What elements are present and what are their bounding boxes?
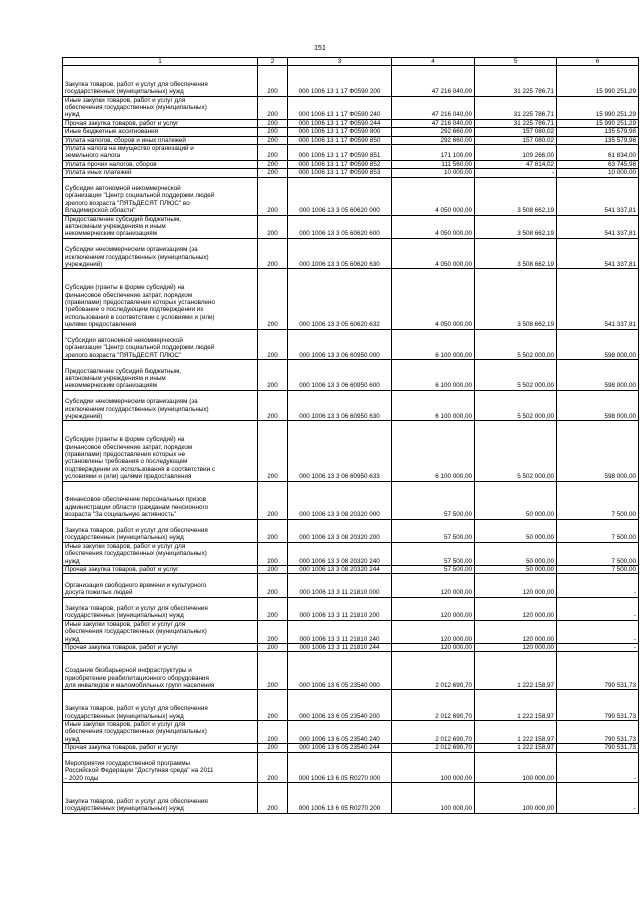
table-row bbox=[63, 574, 639, 597]
row-code: 200 bbox=[258, 644, 288, 652]
row-code: 200 bbox=[258, 690, 288, 721]
table-row bbox=[63, 519, 639, 542]
row-code: 200 bbox=[258, 215, 288, 238]
row-executed-amount: 5 502 000,00 bbox=[475, 421, 557, 481]
row-executed-amount: 5 502 000,00 bbox=[475, 329, 557, 360]
row-name: Предоставление субсидий бюджетным, автономным учреждениям и иным некоммерческим организациям bbox=[63, 360, 258, 391]
budget-execution-table bbox=[62, 57, 639, 814]
row-code: 200 bbox=[258, 119, 288, 127]
row-remaining-amount: 7 500,00 bbox=[557, 566, 639, 574]
row-code: 200 bbox=[258, 66, 288, 97]
row-name: "Субсидии автономной некоммерческой организации "Центр социальной поддержки людей зрелого возраста "ПЯТЬДЕСЯТ ПЛЮС" bbox=[63, 329, 258, 360]
table-row bbox=[63, 620, 639, 643]
row-classification-code: 000 1006 13 6 05 23540 244 bbox=[288, 744, 392, 752]
row-classification-code: 000 1006 13 6 05 R0270 000 bbox=[288, 752, 392, 783]
column-header-1: 1 bbox=[63, 58, 258, 66]
row-plan-amount: 4 050 000,00 bbox=[392, 269, 475, 329]
table-row bbox=[63, 481, 639, 519]
row-code: 200 bbox=[258, 136, 288, 144]
row-remaining-amount: 7 500,00 bbox=[557, 542, 639, 565]
row-code: 200 bbox=[258, 390, 288, 421]
row-remaining-amount: 541 337,81 bbox=[557, 177, 639, 215]
table-row bbox=[63, 160, 639, 168]
row-executed-amount: 31 225 786,71 bbox=[475, 96, 557, 119]
row-code: 200 bbox=[258, 744, 288, 752]
table-row bbox=[63, 269, 639, 329]
table-row bbox=[63, 66, 639, 97]
row-code: 200 bbox=[258, 269, 288, 329]
row-classification-code: 000 1006 13 3 11 21810 200 bbox=[288, 597, 392, 620]
row-remaining-amount: 15 990 251,29 bbox=[557, 96, 639, 119]
row-remaining-amount: 135 579,98 bbox=[557, 136, 639, 144]
row-remaining-amount: 7 500,00 bbox=[557, 481, 639, 519]
table-row bbox=[63, 652, 639, 690]
row-executed-amount: 5 502 000,00 bbox=[475, 360, 557, 391]
row-classification-code: 000 1006 13 3 08 20320 200 bbox=[288, 519, 392, 542]
row-plan-amount: 6 100 000,00 bbox=[392, 360, 475, 391]
row-remaining-amount: 10 000,00 bbox=[557, 169, 639, 177]
row-name: Субсидии (гранты в форме субсидий) на финансовое обеспечение затрат, порядком (правилами) предоставления которых установлено требование о последующем подтверждении их использования в соответствии с условиями и (или) целями предоставления bbox=[63, 269, 258, 329]
row-classification-code: 000 1006 13 6 05 23540 200 bbox=[288, 690, 392, 721]
row-classification-code: 000 1006 13 3 05 60620 632 bbox=[288, 269, 392, 329]
row-plan-amount: 47 216 040,00 bbox=[392, 96, 475, 119]
row-plan-amount: 100 000,00 bbox=[392, 752, 475, 783]
row-classification-code: 000 1006 13 3 06 60950 600 bbox=[288, 360, 392, 391]
row-name: Субсидии некоммерческим организациям (за исключением государственных (муниципальных) учреждений) bbox=[63, 390, 258, 421]
row-executed-amount: 5 502 000,00 bbox=[475, 390, 557, 421]
table-row bbox=[63, 238, 639, 269]
column-header-3: 3 bbox=[288, 58, 392, 66]
row-classification-code: 000 1006 13 3 08 20320 244 bbox=[288, 566, 392, 574]
row-name: Закупка товаров, работ и услуг для обеспечения государственных (муниципальных) нужд bbox=[63, 66, 258, 97]
row-plan-amount: 6 100 000,00 bbox=[392, 329, 475, 360]
row-remaining-amount: 598 000,00 bbox=[557, 329, 639, 360]
row-code: 200 bbox=[258, 519, 288, 542]
column-header-4: 4 bbox=[392, 58, 475, 66]
row-remaining-amount: 135 579,98 bbox=[557, 128, 639, 136]
row-executed-amount: 50 000,00 bbox=[475, 566, 557, 574]
row-executed-amount: 1 222 158,97 bbox=[475, 652, 557, 690]
row-executed-amount: 1 222 158,97 bbox=[475, 690, 557, 721]
row-executed-amount: 120 000,00 bbox=[475, 574, 557, 597]
row-remaining-amount: 15 990 251,29 bbox=[557, 119, 639, 127]
row-code: 200 bbox=[258, 597, 288, 620]
row-name: Уплата прочих налогов, сборов bbox=[63, 160, 258, 168]
row-classification-code: 000 1006 13 3 05 60620 000 bbox=[288, 177, 392, 215]
row-code: 200 bbox=[258, 542, 288, 565]
table-row bbox=[63, 96, 639, 119]
row-classification-code: 000 1006 13 1 17 Ф0590 852 bbox=[288, 160, 392, 168]
table-row bbox=[63, 360, 639, 391]
table-row bbox=[63, 119, 639, 127]
row-code: 200 bbox=[258, 160, 288, 168]
row-name: Уплата налогов, сборов и иных платежей bbox=[63, 136, 258, 144]
row-plan-amount: 10 000,00 bbox=[392, 169, 475, 177]
table-row bbox=[63, 644, 639, 652]
row-plan-amount: 100 000,00 bbox=[392, 783, 475, 814]
row-remaining-amount: 790 531,73 bbox=[557, 744, 639, 752]
row-plan-amount: 120 000,00 bbox=[392, 644, 475, 652]
row-code: 200 bbox=[258, 574, 288, 597]
row-name: Иные закупки товаров, работ и услуг для обеспечения государственных (муниципальных) нужд bbox=[63, 620, 258, 643]
row-plan-amount: 292 660,00 bbox=[392, 136, 475, 144]
row-remaining-amount: - bbox=[557, 752, 639, 783]
row-remaining-amount: - bbox=[557, 597, 639, 620]
row-remaining-amount: - bbox=[557, 783, 639, 814]
row-name: Закупка товаров, работ и услуг для обеспечения государственных (муниципальных) нужд bbox=[63, 690, 258, 721]
row-plan-amount: 47 216 040,00 bbox=[392, 66, 475, 97]
row-remaining-amount: - bbox=[557, 620, 639, 643]
page-number: 151 bbox=[314, 45, 326, 52]
row-remaining-amount: 15 990 251,29 bbox=[557, 66, 639, 97]
row-name: Иные закупки товаров, работ и услуг для обеспечения государственных (муниципальных) нужд bbox=[63, 542, 258, 565]
row-plan-amount: 4 050 000,00 bbox=[392, 177, 475, 215]
table-row bbox=[63, 690, 639, 721]
row-classification-code: 000 1006 13 3 05 60620 600 bbox=[288, 215, 392, 238]
row-remaining-amount: 61 834,00 bbox=[557, 145, 639, 161]
row-name: Закупка товаров, работ и услуг для обеспечения государственных (муниципальных) нужд bbox=[63, 783, 258, 814]
row-plan-amount: 47 216 040,00 bbox=[392, 119, 475, 127]
row-code: 200 bbox=[258, 481, 288, 519]
table-row bbox=[63, 542, 639, 565]
row-executed-amount: 50 000,00 bbox=[475, 519, 557, 542]
row-plan-amount: 120 000,00 bbox=[392, 620, 475, 643]
table-row bbox=[63, 177, 639, 215]
row-plan-amount: 2 012 690,70 bbox=[392, 744, 475, 752]
table-row bbox=[63, 136, 639, 144]
row-name: Субсидии (гранты в форме субсидий) на финансовое обеспечение затрат, порядком (правилами) предоставления которых не установлены требования о последующем подтверждении их использования в соответствии с условиями и (или) целями предоставления bbox=[63, 421, 258, 481]
row-classification-code: 000 1006 13 3 06 60950 000 bbox=[288, 329, 392, 360]
row-executed-amount: 3 508 662,19 bbox=[475, 238, 557, 269]
row-plan-amount: 6 100 000,00 bbox=[392, 390, 475, 421]
row-remaining-amount: 598 000,00 bbox=[557, 421, 639, 481]
column-header-5: 5 bbox=[475, 58, 557, 66]
row-classification-code: 000 1006 13 3 05 60620 630 bbox=[288, 238, 392, 269]
row-classification-code: 000 1006 13 1 17 Ф0590 800 bbox=[288, 128, 392, 136]
row-plan-amount: 2 012 690,70 bbox=[392, 690, 475, 721]
column-number-header-row bbox=[63, 58, 639, 66]
table-row bbox=[63, 566, 639, 574]
row-classification-code: 000 1006 13 1 17 Ф0590 240 bbox=[288, 96, 392, 119]
row-plan-amount: 57 500,00 bbox=[392, 566, 475, 574]
table-row bbox=[63, 421, 639, 481]
row-plan-amount: 2 012 690,70 bbox=[392, 721, 475, 744]
row-name: Прочая закупка товаров, работ и услуг bbox=[63, 566, 258, 574]
table-row bbox=[63, 215, 639, 238]
row-plan-amount: 120 000,00 bbox=[392, 597, 475, 620]
row-executed-amount: - bbox=[475, 169, 557, 177]
row-classification-code: 000 1006 13 6 05 R0270 200 bbox=[288, 783, 392, 814]
row-code: 200 bbox=[258, 177, 288, 215]
table-row bbox=[63, 329, 639, 360]
row-plan-amount: 292 660,00 bbox=[392, 128, 475, 136]
row-code: 200 bbox=[258, 783, 288, 814]
row-plan-amount: 2 012 690,70 bbox=[392, 652, 475, 690]
table-row bbox=[63, 145, 639, 161]
row-executed-amount: 3 508 662,19 bbox=[475, 177, 557, 215]
table-row bbox=[63, 597, 639, 620]
row-remaining-amount: - bbox=[557, 574, 639, 597]
row-name: Создание безбарьерной инфраструктуры и приобретение реабилитационного оборудования для инвалидов и маломобильных групп населения bbox=[63, 652, 258, 690]
row-remaining-amount: 790 531,73 bbox=[557, 721, 639, 744]
row-executed-amount: 100 000,00 bbox=[475, 783, 557, 814]
row-code: 200 bbox=[258, 145, 288, 161]
row-classification-code: 000 1006 13 1 17 Ф0590 851 bbox=[288, 145, 392, 161]
row-remaining-amount: 7 500,00 bbox=[557, 519, 639, 542]
table-row bbox=[63, 128, 639, 136]
row-classification-code: 000 1006 13 6 05 23540 240 bbox=[288, 721, 392, 744]
row-remaining-amount: 790 531,73 bbox=[557, 652, 639, 690]
row-executed-amount: 50 000,00 bbox=[475, 481, 557, 519]
column-header-6: 6 bbox=[557, 58, 639, 66]
table-row bbox=[63, 721, 639, 744]
row-executed-amount: 120 000,00 bbox=[475, 620, 557, 643]
row-executed-amount: 3 508 662,19 bbox=[475, 215, 557, 238]
row-executed-amount: 120 000,00 bbox=[475, 597, 557, 620]
row-classification-code: 000 1006 13 1 17 Ф0590 850 bbox=[288, 136, 392, 144]
row-remaining-amount: - bbox=[557, 644, 639, 652]
row-plan-amount: 57 500,00 bbox=[392, 542, 475, 565]
row-code: 200 bbox=[258, 620, 288, 643]
row-code: 200 bbox=[258, 566, 288, 574]
row-code: 200 bbox=[258, 96, 288, 119]
row-executed-amount: 1 222 158,97 bbox=[475, 721, 557, 744]
row-executed-amount: 50 000,00 bbox=[475, 542, 557, 565]
row-remaining-amount: 541 337,81 bbox=[557, 269, 639, 329]
row-executed-amount: 1 222 158,97 bbox=[475, 744, 557, 752]
row-name: Организация свободного времени и культурного досуга пожилых людей bbox=[63, 574, 258, 597]
row-remaining-amount: 790 531,73 bbox=[557, 690, 639, 721]
row-plan-amount: 4 050 000,00 bbox=[392, 215, 475, 238]
row-classification-code: 000 1006 13 1 17 Ф0590 244 bbox=[288, 119, 392, 127]
row-name: Иные закупки товаров, работ и услуг для обеспечения государственных (муниципальных) нужд bbox=[63, 721, 258, 744]
row-code: 200 bbox=[258, 752, 288, 783]
row-code: 200 bbox=[258, 652, 288, 690]
table-row bbox=[63, 390, 639, 421]
row-name: Прочая закупка товаров, работ и услуг bbox=[63, 119, 258, 127]
row-executed-amount: 100 000,00 bbox=[475, 752, 557, 783]
row-executed-amount: 47 814,02 bbox=[475, 160, 557, 168]
row-code: 200 bbox=[258, 360, 288, 391]
row-name: Прочая закупка товаров, работ и услуг bbox=[63, 644, 258, 652]
table-row bbox=[63, 744, 639, 752]
row-plan-amount: 6 100 000,00 bbox=[392, 421, 475, 481]
row-executed-amount: 109 266,00 bbox=[475, 145, 557, 161]
row-classification-code: 000 1006 13 3 08 20320 240 bbox=[288, 542, 392, 565]
row-name: Субсидии некоммерческим организациям (за исключением государственных (муниципальных) учреждений) bbox=[63, 238, 258, 269]
column-header-2: 2 bbox=[258, 58, 288, 66]
row-name: Финансовое обеспечение персональных призов администрации области гражданам пенсионного возраста "За социальную активность" bbox=[63, 481, 258, 519]
row-classification-code: 000 1006 13 3 06 60950 633 bbox=[288, 421, 392, 481]
row-executed-amount: 31 225 786,71 bbox=[475, 66, 557, 97]
row-code: 200 bbox=[258, 128, 288, 136]
row-classification-code: 000 1006 13 6 05 23540 000 bbox=[288, 652, 392, 690]
row-classification-code: 000 1006 13 3 08 20320 000 bbox=[288, 481, 392, 519]
row-code: 200 bbox=[258, 329, 288, 360]
row-executed-amount: 157 080,02 bbox=[475, 128, 557, 136]
row-name: Закупка товаров, работ и услуг для обеспечения государственных (муниципальных) нужд bbox=[63, 519, 258, 542]
table-row bbox=[63, 752, 639, 783]
row-code: 200 bbox=[258, 421, 288, 481]
row-remaining-amount: 63 745,98 bbox=[557, 160, 639, 168]
row-plan-amount: 57 500,00 bbox=[392, 481, 475, 519]
row-executed-amount: 120 000,00 bbox=[475, 644, 557, 652]
table-row bbox=[63, 783, 639, 814]
row-plan-amount: 171 100,00 bbox=[392, 145, 475, 161]
row-executed-amount: 31 225 786,71 bbox=[475, 119, 557, 127]
row-executed-amount: 157 080,02 bbox=[475, 136, 557, 144]
row-remaining-amount: 598 000,00 bbox=[557, 390, 639, 421]
row-classification-code: 000 1006 13 3 11 21810 240 bbox=[288, 620, 392, 643]
row-classification-code: 000 1006 13 1 17 Ф0590 853 bbox=[288, 169, 392, 177]
row-name: Иные закупки товаров, работ и услуг для обеспечения государственных (муниципальных) нужд bbox=[63, 96, 258, 119]
row-name: Уплата налога на имущество организаций и земельного налога bbox=[63, 145, 258, 161]
row-plan-amount: 120 000,00 bbox=[392, 574, 475, 597]
row-name: Субсидии автономной некоммерческой организации "Центр социальной поддержки людей зрелого возраста "ПЯТЬДЕСЯТ ПЛЮС" во Владимирской области" bbox=[63, 177, 258, 215]
table-row bbox=[63, 169, 639, 177]
row-name: Мероприятия государственной программы Российской Федерации "Доступная среда" на 2011 - 2020 годы bbox=[63, 752, 258, 783]
row-remaining-amount: 541 337,81 bbox=[557, 238, 639, 269]
row-name: Предоставление субсидий бюджетным, автономным учреждениям и иным некоммерческим организациям bbox=[63, 215, 258, 238]
row-plan-amount: 4 050 000,00 bbox=[392, 238, 475, 269]
row-name: Уплата иных платежей bbox=[63, 169, 258, 177]
row-remaining-amount: 598 000,00 bbox=[557, 360, 639, 391]
row-plan-amount: 111 560,00 bbox=[392, 160, 475, 168]
row-name: Иные бюджетные ассигнования bbox=[63, 128, 258, 136]
row-code: 200 bbox=[258, 238, 288, 269]
row-remaining-amount: 541 337,81 bbox=[557, 215, 639, 238]
row-classification-code: 000 1006 13 3 06 60950 630 bbox=[288, 390, 392, 421]
row-name: Прочая закупка товаров, работ и услуг bbox=[63, 744, 258, 752]
row-executed-amount: 3 508 662,19 bbox=[475, 269, 557, 329]
row-classification-code: 000 1006 13 1 17 Ф0590 200 bbox=[288, 66, 392, 97]
row-name: Закупка товаров, работ и услуг для обеспечения государственных (муниципальных) нужд bbox=[63, 597, 258, 620]
row-code: 200 bbox=[258, 169, 288, 177]
row-code: 200 bbox=[258, 721, 288, 744]
row-classification-code: 000 1006 13 3 11 21810 244 bbox=[288, 644, 392, 652]
row-classification-code: 000 1006 13 3 11 21810 000 bbox=[288, 574, 392, 597]
row-plan-amount: 57 500,00 bbox=[392, 519, 475, 542]
